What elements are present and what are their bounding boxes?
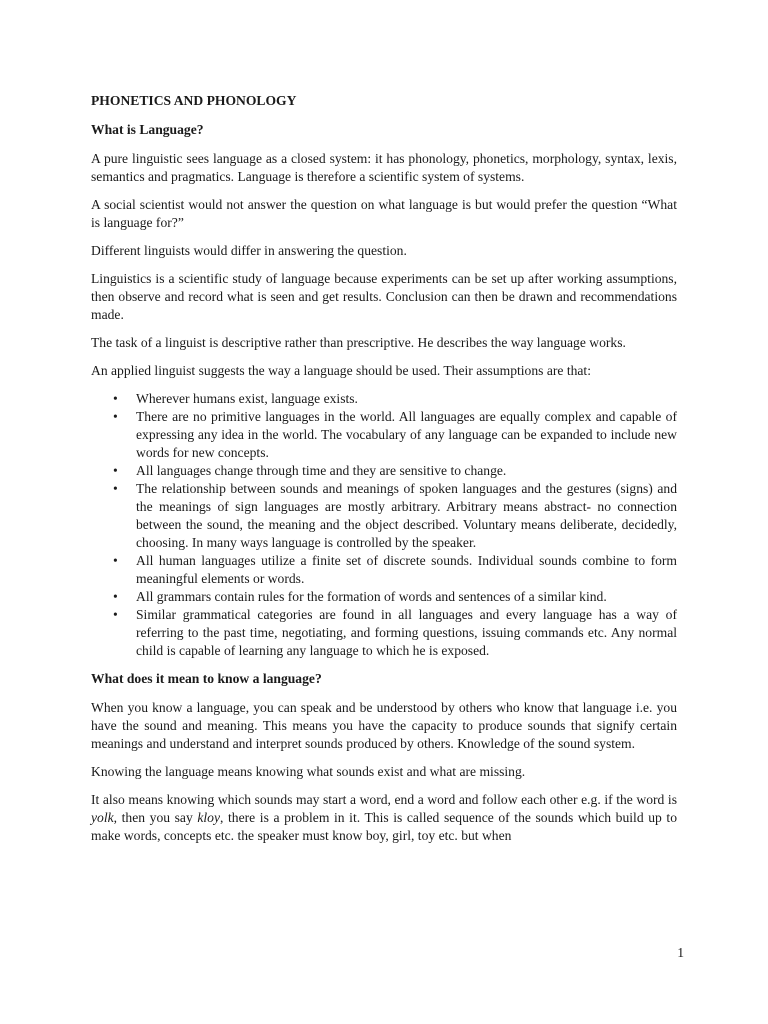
list-item: • The relationship between sounds and meanings of spoken languages and the gestures (signs) and the meanings of sign languages are mostly arbitrary. Arbitrary means abstract- no connection between the sound, the meaning and the object described. Voluntary means deliberate, decidedly, choosing. In many ways language is controlled by the speaker. <box>136 480 677 552</box>
page-number: 1 <box>677 945 684 960</box>
paragraph: A social scientist would not answer the question on what language is but would prefer the question “What is language for?” <box>91 197 677 230</box>
list-item: • There are no primitive languages in the world. All languages are equally complex and capable of expressing any idea in the world. The vocabulary of any language can be expanded to include new words for new concepts. <box>136 408 677 462</box>
list-item: • Similar grammatical categories are found in all languages and every language has a way of referring to the past time, negotiating, and forming questions, issuing commands etc. Any normal child is capable of learning any language to which he is exposed. <box>136 606 677 660</box>
paragraph: When you know a language, you can speak and be understood by others who know that language i.e. you have the sound and meaning. This means you have the capacity to produce sounds that signify certain meanings and understand and interpret sounds produced by others. Knowledge of the sound system. <box>91 700 677 751</box>
text-run: , there is a problem in it. This is called sequence of the sounds which build up to make words, concepts etc. the speaker must know boy, girl, toy etc. but when <box>91 810 677 843</box>
assumptions-list <box>91 390 677 660</box>
document-title: PHONETICS AND PHONOLOGY <box>91 93 297 108</box>
section-heading-know-a-language: What does it mean to know a language? <box>91 671 322 686</box>
list-item: • Wherever humans exist, language exists. <box>136 390 677 408</box>
paragraph: The task of a linguist is descriptive rather than prescriptive. He describes the way language works. <box>91 335 626 350</box>
paragraph-sound-sequence <box>91 791 677 845</box>
paragraph: Knowing the language means knowing what sounds exist and what are missing. <box>91 764 526 779</box>
paragraph: A pure linguistic sees language as a closed system: it has phonology, phonetics, morphology, syntax, lexis, semantics and pragmatics. Language is therefore a scientific system of systems. <box>91 151 677 184</box>
example-word-yolk: yolk <box>91 810 114 825</box>
list-item: • All grammars contain rules for the formation of words and sentences of a similar kind. <box>136 588 677 606</box>
text-run: , then you say <box>113 810 198 825</box>
section-heading-what-is-language: What is Language? <box>91 122 204 137</box>
example-word-kloy: kloy <box>197 810 221 825</box>
text-run: It also means knowing which sounds may start a word, end a word and follow each other e.g. if the word is <box>91 792 677 807</box>
paragraph: An applied linguist suggests the way a language should be used. Their assumptions are that: <box>91 363 591 378</box>
list-item: • All human languages utilize a finite set of discrete sounds. Individual sounds combine to form meaningful elements or words. <box>136 552 677 588</box>
paragraph: Different linguists would differ in answering the question. <box>91 243 407 258</box>
document-page <box>91 92 677 855</box>
paragraph: Linguistics is a scientific study of language because experiments can be set up after working assumptions, then observe and record what is seen and get results. Conclusion can then be drawn and recommendations made. <box>91 271 677 322</box>
list-item: • All languages change through time and they are sensitive to change. <box>136 462 677 480</box>
